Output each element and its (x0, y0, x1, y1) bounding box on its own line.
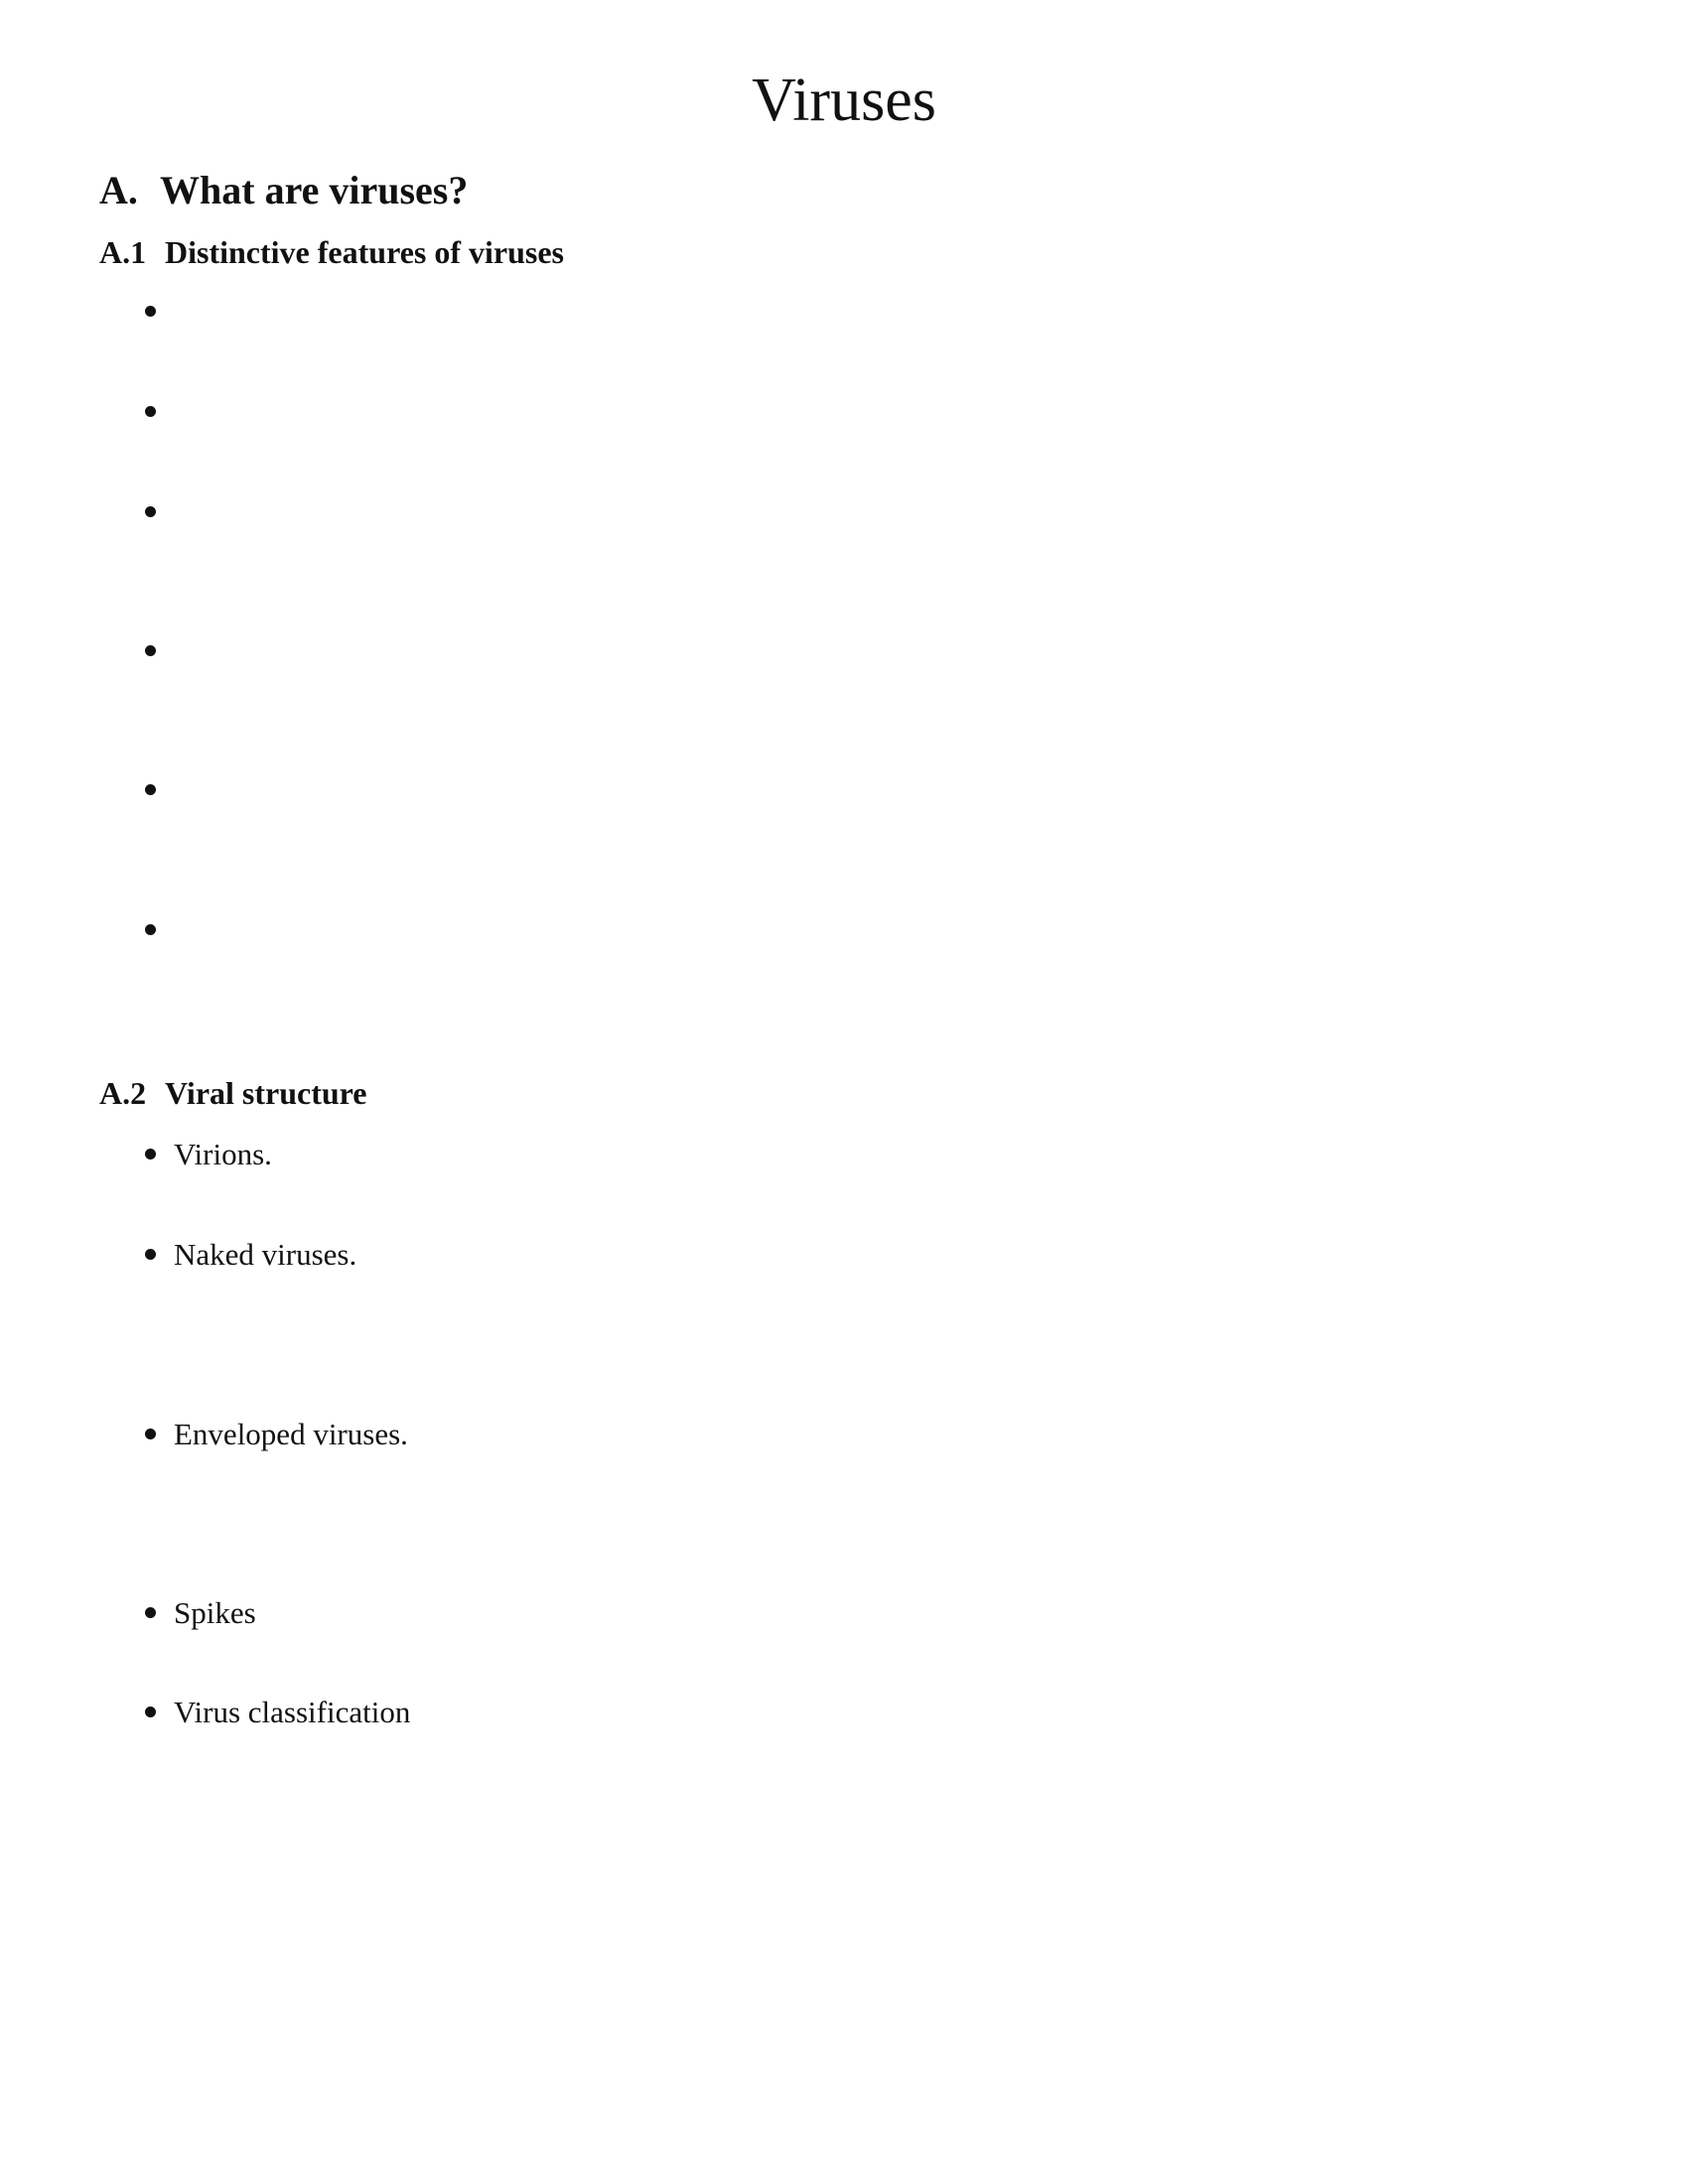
bullet-icon (145, 1607, 156, 1618)
bullet-icon (145, 506, 156, 517)
list-item (0, 770, 1688, 810)
list-item (0, 1235, 1688, 1275)
subsection-number: A.1 (99, 234, 147, 270)
list-item (0, 1135, 1688, 1174)
list-item-text: Enveloped viruses. (174, 1417, 408, 1451)
section-number: A. (99, 168, 138, 212)
bullet-icon (145, 1706, 156, 1717)
list-item (0, 1593, 1688, 1633)
list-item (0, 492, 1688, 532)
bullet-icon (145, 645, 156, 656)
section-title: What are viruses? (160, 168, 469, 212)
page-title: Viruses (752, 67, 936, 134)
list-item-text: Virus classification (174, 1695, 411, 1729)
bullet-icon (145, 1429, 156, 1439)
section-heading (99, 167, 468, 214)
list-item (0, 392, 1688, 432)
bullet-icon (145, 306, 156, 317)
list-item (0, 292, 1688, 332)
list-item-text: Virions. (174, 1137, 272, 1171)
bullet-icon (145, 1249, 156, 1260)
list-item (0, 631, 1688, 671)
list-item-text: Naked viruses. (174, 1237, 357, 1272)
list-item-text: Spikes (174, 1595, 256, 1630)
bullet-icon (145, 406, 156, 417)
bullet-icon (145, 924, 156, 935)
bullet-icon (145, 784, 156, 795)
subsection-heading-features (99, 233, 564, 271)
list-item (0, 910, 1688, 950)
subsection-heading-structure (99, 1074, 367, 1112)
bullet-icon (145, 1149, 156, 1160)
list-item (0, 1693, 1688, 1732)
subsection-number: A.2 (99, 1075, 147, 1111)
subsection-title: Viral structure (165, 1075, 367, 1111)
subsection-title: Distinctive features of viruses (165, 234, 564, 270)
list-item (0, 1415, 1688, 1454)
